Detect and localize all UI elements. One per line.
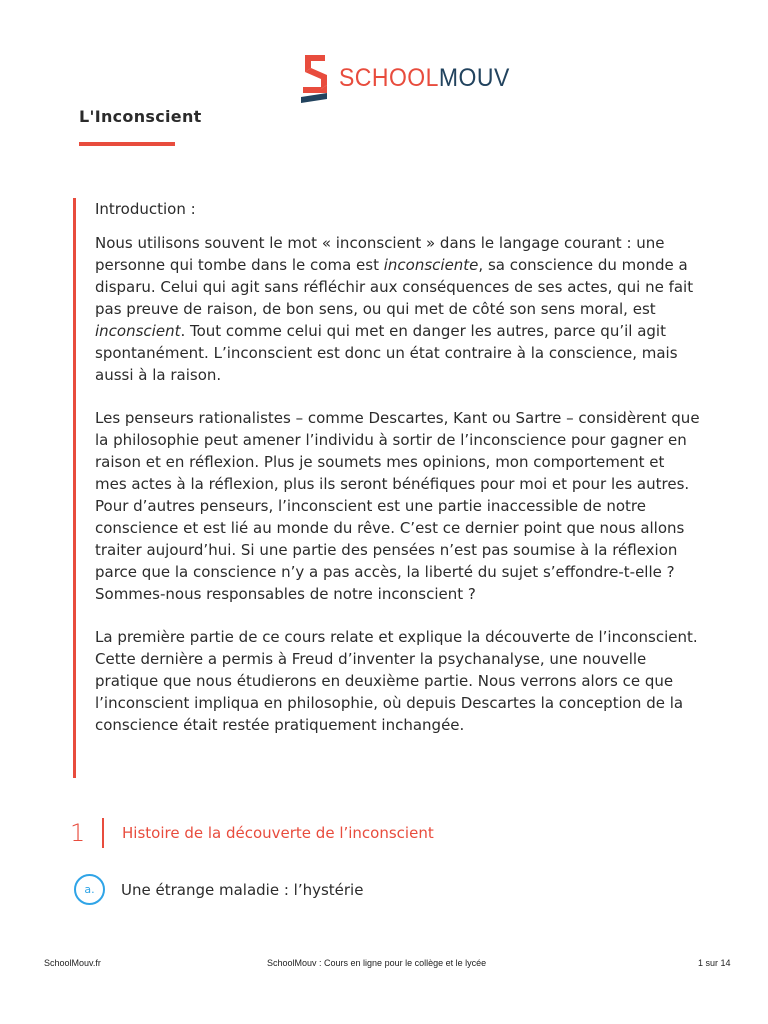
intro-paragraph-2: Les penseurs rationalistes – comme Descartes, Kant ou Sartre – considèrent que la philosophie peut amener l’individu à sortir de l’inconscience pour gagner en raison et en réflexion. Plus je soumets mes opinions, mon comportement et mes actes à la réflexion, plus ils seront bénéfiques pour moi et pour les autres. Pour d’autres penseurs, l’inconscient est une partie inaccessible de notre conscience et est lié au monde du rêve. C’est ce dernier point que nous allons traiter aujourd’hui. Si une partie des pensées n’est pas soumise à la réflexion parce que la conscience n’y a pas accès, la liberté du sujet s’effondre-t-elle ? Sommes-nous responsables de notre inconscient ? — [95, 409, 700, 603]
footer-page-number: 1 sur 14 — [698, 958, 731, 968]
section-title: Histoire de la découverte de l’inconscient — [122, 824, 434, 842]
subsection-heading — [74, 874, 363, 905]
p1-text-a: Nous utilisons souvent le mot « inconscient » dans le langage courant : une personne qui tombe dans le coma est — [95, 234, 665, 274]
subsection-title: Une étrange maladie : l’hystérie — [121, 880, 364, 899]
section-heading — [70, 816, 434, 850]
intro-paragraph-1 — [95, 232, 700, 386]
schoolmouv-s-icon — [299, 53, 329, 103]
footer-site: SchoolMouv.fr — [44, 958, 101, 968]
intro-accent-bar — [73, 198, 76, 778]
footer-tagline: SchoolMouv : Cours en ligne pour le collège et le lycée — [267, 958, 487, 968]
section-number: 1 — [70, 819, 86, 847]
schoolmouv-logo — [299, 52, 525, 104]
introduction-block — [95, 198, 700, 757]
p1-text-c: . Tout comme celui qui met en danger les autres, parce qu’il agit spontanément. L’inconscient est donc un état contraire à la conscience, mais aussi à la raison. — [95, 322, 678, 384]
logo-word-school: SCHOOL — [339, 63, 439, 92]
subsection-badge: a. — [74, 874, 105, 905]
intro-paragraph-3: La première partie de ce cours relate et explique la découverte de l’inconscient. Cette dernière a permis à Freud d’inventer la psychanalyse, une nouvelle pratique que nous étudierons en deuxième partie. Nous verrons alors ce que l’inconscient impliqua en philosophie, où depuis Descartes la conception de la conscience était restée pratiquement inchangée. — [95, 628, 698, 734]
document-title: L'Inconscient — [79, 107, 202, 126]
p1-emphasis-1: inconsciente — [383, 256, 479, 274]
p1-text-b: , sa conscience du monde a disparu. Celui qui agit sans réfléchir aux conséquences de ses actes, qui ne fait pas preuve de raison, de bon sens, ou qui met de côté son sens moral, est — [95, 256, 694, 318]
title-underline — [79, 142, 175, 146]
logo-wordmark — [339, 64, 510, 93]
intro-heading: Introduction : — [95, 200, 196, 218]
logo-word-mouv: MOUV — [438, 63, 510, 92]
p1-emphasis-2: inconscient — [95, 322, 181, 340]
section-divider — [102, 818, 104, 848]
